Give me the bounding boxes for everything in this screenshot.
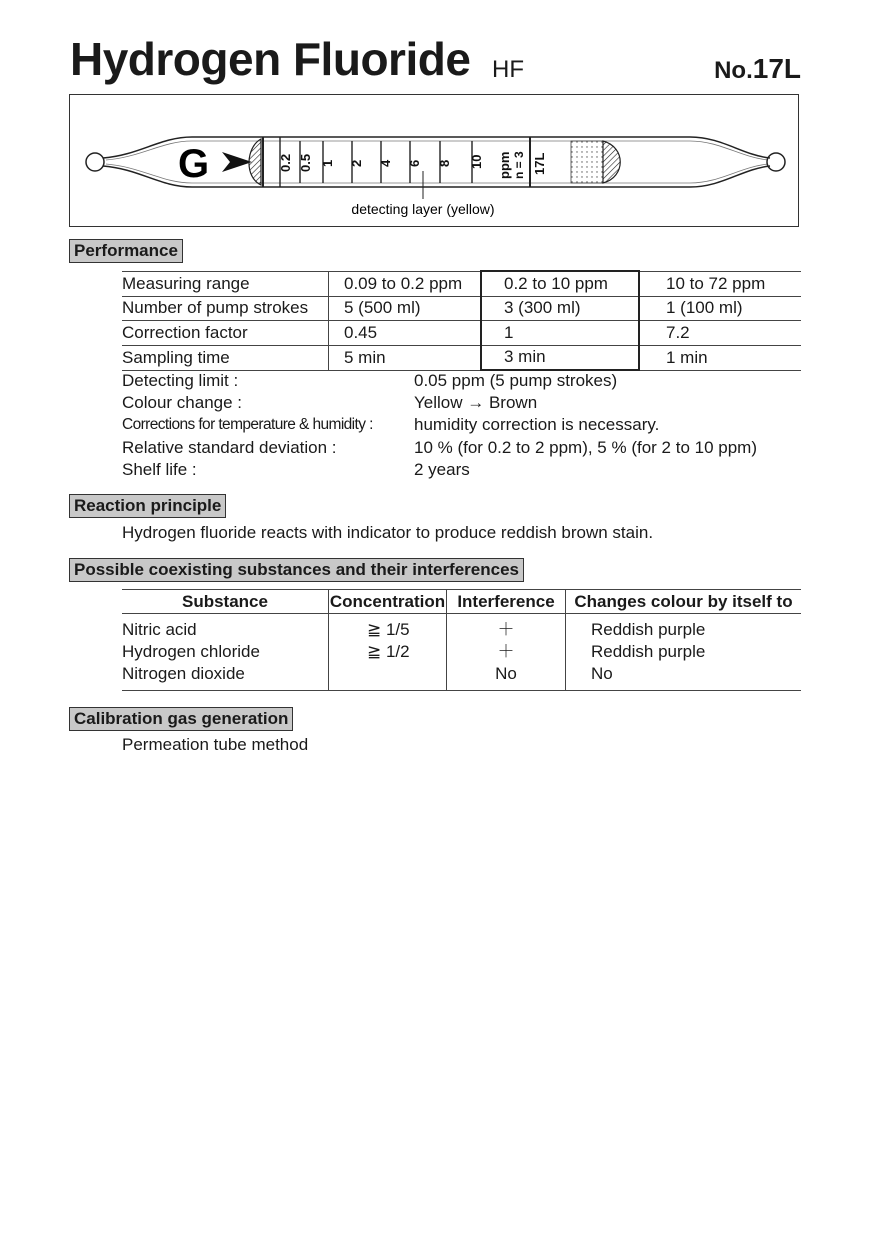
colour-change: Reddish purple — [566, 614, 802, 643]
detail-value: 2 years — [414, 460, 470, 479]
detail-value: 0.05 ppm (5 pump strokes) — [414, 371, 618, 390]
row-label: Measuring range — [122, 271, 329, 296]
scale-label: 0.2 — [278, 153, 293, 172]
cell: 5 min — [329, 345, 482, 370]
scale-label: 0.5 — [298, 153, 313, 172]
number-prefix: No. — [714, 57, 753, 84]
colour-change: Reddish purple — [566, 642, 802, 664]
interferences-heading: Possible coexisting substances and their interferences — [69, 558, 524, 582]
strokes-label: n = 3 — [512, 151, 526, 179]
performance-heading: Performance — [69, 239, 183, 263]
interferences-table — [122, 589, 801, 691]
calibration-text: Permeation tube method — [122, 735, 309, 754]
cell: 0.2 to 10 ppm — [481, 271, 639, 296]
cell: 0.45 — [329, 321, 482, 346]
scale-label: 10 — [469, 154, 484, 169]
cell: 5 (500 ml) — [329, 296, 482, 321]
detail-value: humidity correction is necessary. — [414, 415, 660, 434]
page-title: Hydrogen Fluoride — [70, 33, 471, 85]
code-label: 17L — [532, 152, 547, 175]
performance-table — [122, 270, 801, 371]
concentration: ≧ 1/2 — [329, 642, 447, 664]
substance: Nitric acid — [122, 620, 197, 639]
cell: 1 min — [639, 345, 801, 370]
left-tip — [86, 153, 104, 171]
cell: 1 — [481, 321, 639, 346]
detail-value: 10 % (for 0.2 to 2 ppm), 5 % (for 2 to 10 ppm) — [414, 438, 757, 457]
left-plug — [249, 139, 261, 185]
cell: 7.2 — [639, 321, 801, 346]
table-row — [122, 271, 801, 296]
detail-label: Colour change : — [122, 393, 243, 412]
scale-label: 1 — [320, 159, 335, 167]
interference: ＋ — [447, 642, 566, 664]
right-plug — [603, 141, 620, 183]
unit-label: ppm — [497, 151, 512, 179]
concentration — [329, 664, 447, 691]
cell: 3 min — [481, 345, 639, 370]
column-header: Interference — [447, 590, 566, 614]
detecting-layer-caption: detecting layer (yellow) — [351, 201, 495, 217]
reaction-heading: Reaction principle — [69, 494, 226, 518]
colour-change: No — [566, 664, 802, 691]
interference: No — [447, 664, 566, 691]
right-tip — [767, 153, 785, 171]
tube-number — [714, 55, 801, 83]
scale-label: 4 — [378, 159, 393, 167]
table-header-row — [122, 590, 801, 614]
detector-tube-illustration — [70, 95, 800, 228]
detail-label: Corrections for temperature & humidity : — [122, 416, 373, 433]
row-label: Sampling time — [122, 345, 329, 370]
table-row — [122, 664, 801, 691]
concentration: ≧ 1/5 — [329, 614, 447, 643]
row-label: Correction factor — [122, 321, 329, 346]
scale-label: 8 — [437, 159, 452, 167]
table-row — [122, 296, 801, 321]
column-header: Concentration — [329, 590, 447, 614]
table-row — [122, 614, 801, 643]
cell: 0.09 to 0.2 ppm — [329, 271, 482, 296]
column-header: Substance — [122, 590, 329, 614]
interference: ＋ — [447, 614, 566, 643]
chemical-formula: HF — [492, 56, 524, 83]
table-row — [122, 345, 801, 370]
detail-label: Relative standard deviation : — [122, 438, 337, 457]
detail-value: Yellow → Brown — [414, 393, 538, 412]
row-label: Number of pump strokes — [122, 296, 329, 321]
column-header: Changes colour by itself to — [566, 590, 802, 614]
tube-diagram — [69, 94, 799, 227]
substance: Hydrogen chloride — [122, 642, 260, 661]
cell: 10 to 72 ppm — [639, 271, 801, 296]
cell: 1 (100 ml) — [639, 296, 801, 321]
reagent-segment — [571, 141, 603, 183]
flow-arrow-icon — [222, 152, 252, 172]
table-row — [122, 642, 801, 664]
reaction-text: Hydrogen fluoride reacts with indicator to produce reddish brown stain. — [122, 523, 654, 542]
scale-label: 2 — [349, 159, 364, 167]
detail-label: Shelf life : — [122, 460, 197, 479]
number-value: 17L — [752, 53, 801, 84]
cell: 3 (300 ml) — [481, 296, 639, 321]
detail-label: Detecting limit : — [122, 371, 239, 390]
table-row — [122, 321, 801, 346]
logo-g: G — [178, 142, 210, 186]
calibration-heading: Calibration gas generation — [69, 707, 293, 731]
scale-label: 6 — [407, 159, 422, 167]
substance: Nitrogen dioxide — [122, 664, 329, 691]
